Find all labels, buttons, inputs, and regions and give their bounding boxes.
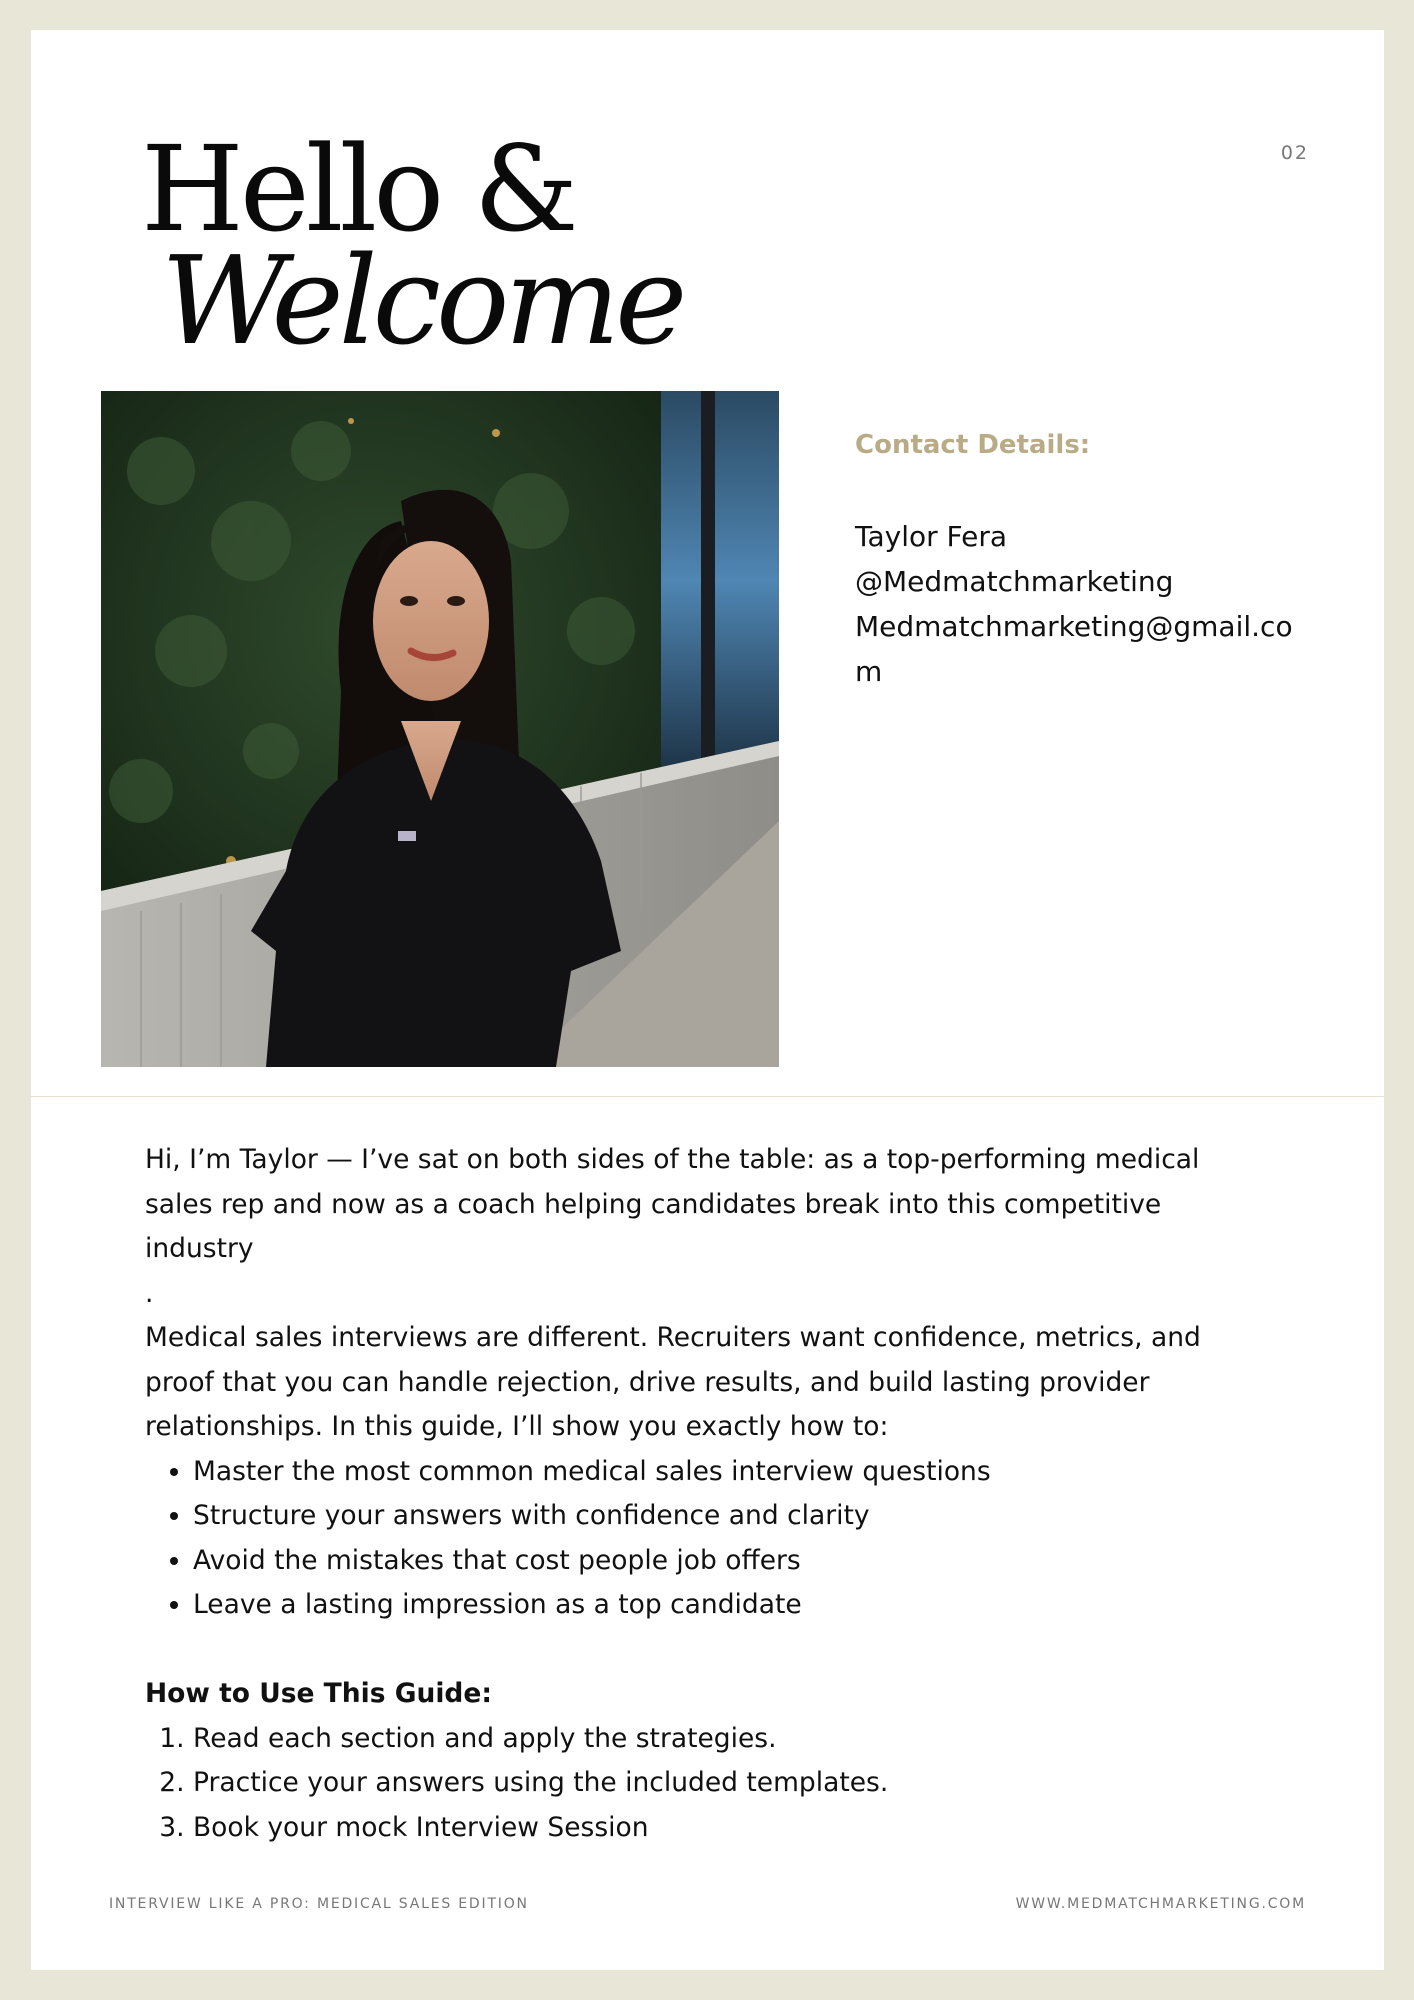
page xyxy=(31,30,1384,1970)
list-item: • Structure your answers with confidence and clarity xyxy=(193,1494,1275,1539)
guide-steps xyxy=(145,1717,1275,1851)
list-item: 1. Read each section and apply the strategies. xyxy=(193,1717,1275,1762)
contact-email: Medmatchmarketing@gmail.com xyxy=(855,610,1293,688)
benefit-list xyxy=(145,1450,1275,1628)
intro-paragraph-2: Medical sales interviews are different. Recruiters want confidence, metrics, and proof that you can handle rejection, drive results, and build lasting provider relationships. In this guide, I’ll show you exactly how to: xyxy=(145,1322,1201,1442)
list-item: 3. Book your mock Interview Session xyxy=(193,1806,1275,1851)
list-item: • Master the most common medical sales interview questions xyxy=(193,1450,1275,1495)
spacer xyxy=(145,1628,1275,1673)
page-number: 02 xyxy=(1280,142,1309,164)
list-item: • Avoid the mistakes that cost people job offers xyxy=(193,1539,1275,1584)
list-item: • Leave a lasting impression as a top candidate xyxy=(193,1583,1275,1628)
contact-name: Taylor Fera xyxy=(855,520,1007,553)
contact-heading: Contact Details: xyxy=(855,430,1091,460)
title-welcome: Welcome xyxy=(161,230,683,372)
footer-title: INTERVIEW LIKE A PRO: MEDICAL SALES EDITION xyxy=(109,1896,529,1912)
list-item: 2. Practice your answers using the included templates. xyxy=(193,1761,1275,1806)
section-divider xyxy=(31,1096,1384,1097)
intro-paragraph: Hi, I’m Taylor — I’ve sat on both sides of the table: as a top-performing medical sales rep and now as a coach helping candidates break into this competitive industry xyxy=(145,1144,1200,1264)
contact-handle: @Medmatchmarketing xyxy=(855,565,1174,598)
title-hello: Hello & xyxy=(141,120,575,258)
intro-section xyxy=(145,1138,1275,1850)
guide-heading: How to Use This Guide: xyxy=(145,1678,492,1709)
intro-dot: . xyxy=(145,1277,154,1309)
contact-details xyxy=(855,430,1315,694)
portrait-photo xyxy=(101,391,779,1067)
footer-website-link[interactable]: WWW.MEDMATCHMARKETING.COM xyxy=(1015,1896,1306,1912)
